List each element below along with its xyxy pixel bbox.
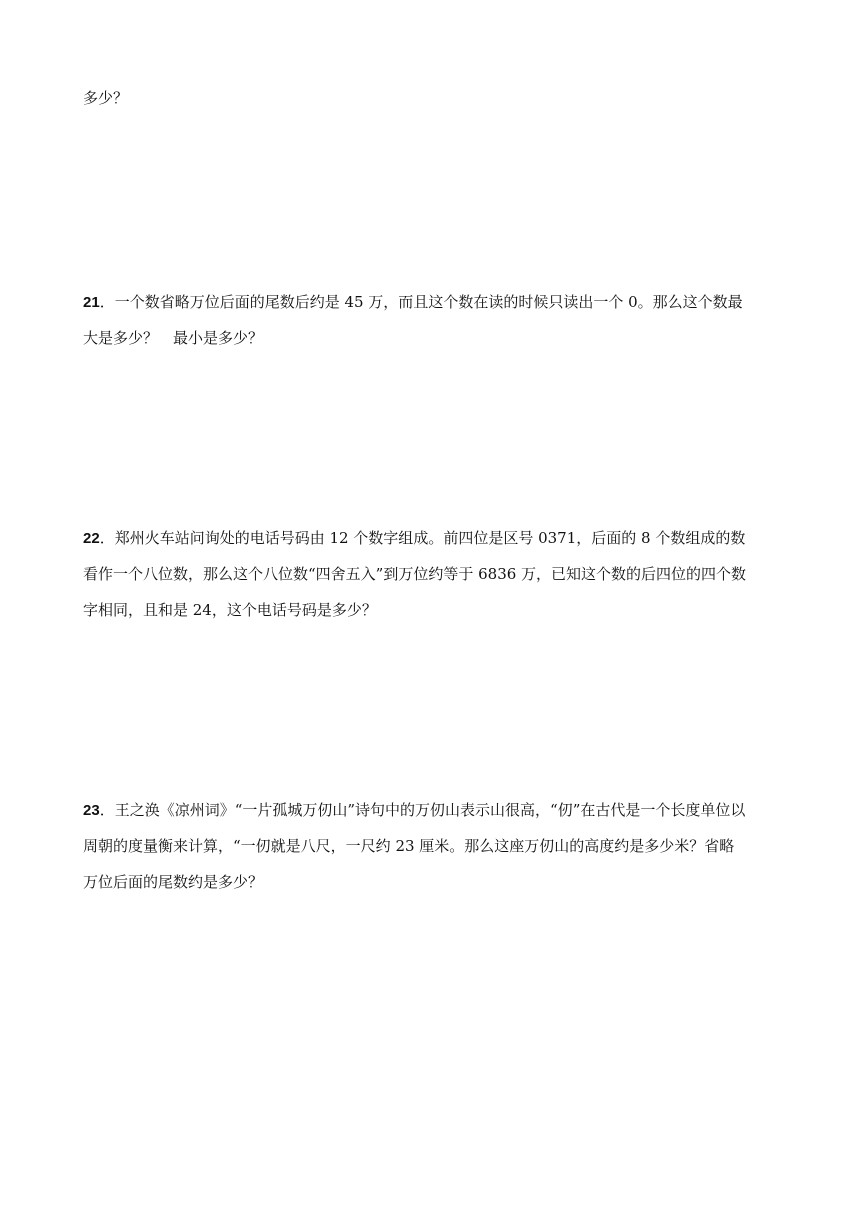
continuation-line: 多少？ bbox=[83, 89, 129, 107]
question-number: 21 bbox=[83, 294, 100, 311]
question-22 bbox=[83, 520, 783, 628]
question-number: 23 bbox=[83, 802, 100, 819]
continuation-text bbox=[83, 80, 783, 116]
question-number: 22 bbox=[83, 530, 100, 547]
question-line bbox=[83, 520, 783, 556]
question-line: 万位后面的尾数约是多少？ bbox=[83, 873, 264, 891]
question-text: ．王之涣《凉州词》“一片孤城万仞山”诗句中的万仞山表示山很高，“仞”在古代是一个长度单位以 bbox=[99, 801, 746, 819]
question-line: 周朝的度量衡来计算，“一仞就是八尺，一尺约 23 厘米。那么这座万仞山的高度约是多少米？省略 bbox=[83, 837, 735, 855]
question-line: 大是多少？ 最小是多少？ bbox=[83, 329, 264, 347]
question-text: ．一个数省略万位后面的尾数后约是 45 万，而且这个数在读的时候只读出一个 0。那么这个数最 bbox=[99, 293, 743, 311]
question-line bbox=[83, 284, 783, 320]
question-line bbox=[83, 792, 783, 828]
question-line: 看作一个八位数，那么这个八位数“四舍五入”到万位约等于 6836 万，已知这个数的后四位的四个数 bbox=[83, 565, 747, 583]
question-text: ．郑州火车站问询处的电话号码由 12 个数字组成。前四位是区号 0371，后面的 8 个数组成的数 bbox=[99, 529, 746, 547]
question-line: 字相同，且和是 24，这个电话号码是多少？ bbox=[83, 601, 377, 619]
question-23 bbox=[83, 792, 783, 900]
question-21 bbox=[83, 284, 783, 356]
